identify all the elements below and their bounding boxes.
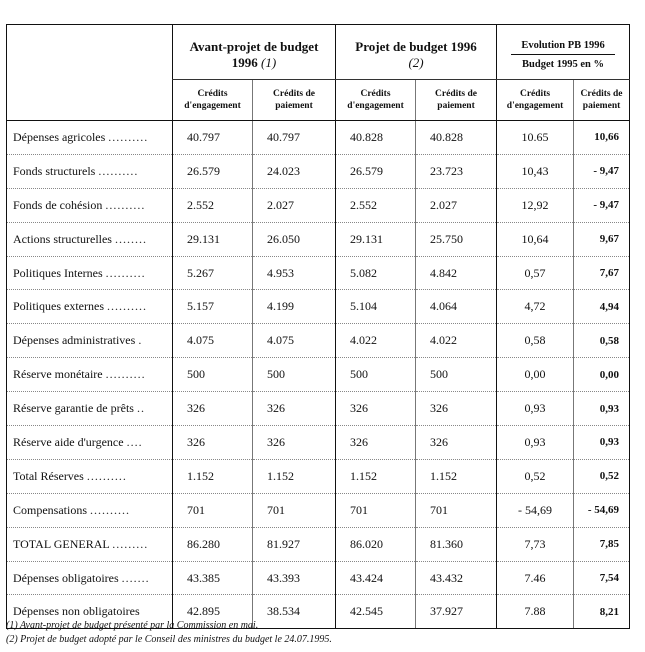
cell-pb-paiement: 37.927 <box>416 595 497 629</box>
cell-apb-engagement: 26.579 <box>173 154 253 188</box>
cell-apb-paiement: 4.075 <box>253 324 336 358</box>
cell-pb-engagement: 326 <box>336 426 416 460</box>
header-evolution-line2: Budget 1995 en % <box>522 59 605 70</box>
cell-pb-paiement: 81.360 <box>416 527 497 561</box>
row-label-leader: .......... <box>105 367 146 382</box>
footnotes <box>6 619 332 647</box>
header-avant-projet-note: (1) <box>261 55 277 70</box>
cell-evol-engagement: 10,64 <box>497 222 574 256</box>
row-label-text: Fonds structurels <box>13 163 96 178</box>
row-label-leader: ......... <box>112 536 149 551</box>
cell-evol-engagement: 10.65 <box>497 121 574 155</box>
cell-apb-paiement: 38.534 <box>253 595 336 629</box>
cell-pb-engagement: 1.152 <box>336 459 416 493</box>
row-label-text: Dépenses agricoles <box>13 129 106 144</box>
cell-evol-engagement: 0,00 <box>497 358 574 392</box>
header-projet <box>336 25 497 80</box>
cell-pb-engagement: 5.104 <box>336 290 416 324</box>
cell-pb-paiement: 43.432 <box>416 561 497 595</box>
cell-apb-paiement: 81.927 <box>253 527 336 561</box>
subheader-engagement-2 <box>336 80 416 121</box>
cell-pb-paiement: 25.750 <box>416 222 497 256</box>
cell-apb-paiement: 26.050 <box>253 222 336 256</box>
row-label-leader: ....... <box>121 570 150 585</box>
row-label-text: Réserve garantie de prêts <box>13 401 134 416</box>
row-label-text: Réserve monétaire <box>13 367 103 382</box>
row-label-leader: .......... <box>106 299 147 314</box>
cell-pb-paiement: 326 <box>416 426 497 460</box>
cell-evol-paiement: 4,94 <box>574 290 630 324</box>
subheader-paiement-3 <box>574 80 630 121</box>
row-label <box>7 527 173 561</box>
cell-pb-paiement: 326 <box>416 392 497 426</box>
subheader-text: Crédits <box>197 89 228 99</box>
table-row <box>7 358 630 392</box>
cell-evol-engagement: 0,93 <box>497 392 574 426</box>
row-label-text: TOTAL GENERAL <box>13 536 110 551</box>
row-label-leader: .. <box>136 401 145 416</box>
row-label <box>7 222 173 256</box>
row-label <box>7 324 173 358</box>
cell-apb-paiement: 2.027 <box>253 188 336 222</box>
cell-evol-engagement: 12,92 <box>497 188 574 222</box>
row-label <box>7 392 173 426</box>
subheader-text: paiement <box>582 101 621 111</box>
table-row <box>7 561 630 595</box>
cell-evol-paiement: 7,85 <box>574 527 630 561</box>
cell-evol-paiement: - 54,69 <box>574 493 630 527</box>
row-label <box>7 459 173 493</box>
cell-apb-paiement: 701 <box>253 493 336 527</box>
cell-evol-engagement: 0,52 <box>497 459 574 493</box>
table-row <box>7 392 630 426</box>
cell-apb-engagement: 43.385 <box>173 561 253 595</box>
cell-pb-paiement: 1.152 <box>416 459 497 493</box>
row-label-text: Dépenses non obligatoires <box>13 604 140 619</box>
cell-pb-paiement: 40.828 <box>416 121 497 155</box>
table-row <box>7 222 630 256</box>
cell-apb-paiement: 326 <box>253 426 336 460</box>
row-label-text: Dépenses obligatoires <box>13 570 119 585</box>
cell-apb-engagement: 500 <box>173 358 253 392</box>
cell-apb-engagement: 86.280 <box>173 527 253 561</box>
header-evolution-line1: Evolution PB 1996 <box>511 39 615 55</box>
row-label-text: Total Réserves <box>13 468 84 483</box>
row-label <box>7 493 173 527</box>
table-row <box>7 459 630 493</box>
cell-pb-paiement: 4.842 <box>416 256 497 290</box>
subheader-text: Crédits de <box>273 89 315 99</box>
cell-evol-paiement: 7,54 <box>574 561 630 595</box>
subheader-text: d'engagement <box>506 101 564 111</box>
cell-pb-paiement: 4.064 <box>416 290 497 324</box>
table-row <box>7 493 630 527</box>
cell-evol-paiement: 10,66 <box>574 121 630 155</box>
cell-apb-paiement: 43.393 <box>253 561 336 595</box>
cell-pb-engagement: 500 <box>336 358 416 392</box>
table-row <box>7 426 630 460</box>
subheader-text: paiement <box>437 101 475 111</box>
cell-pb-engagement: 29.131 <box>336 222 416 256</box>
cell-evol-engagement: - 54,69 <box>497 493 574 527</box>
subheader-engagement-3 <box>497 80 574 121</box>
cell-evol-engagement: 0,93 <box>497 426 574 460</box>
row-label <box>7 561 173 595</box>
cell-apb-engagement: 326 <box>173 426 253 460</box>
cell-pb-paiement: 500 <box>416 358 497 392</box>
cell-evol-engagement: 0,57 <box>497 256 574 290</box>
row-label-text: Actions structurelles <box>13 231 112 246</box>
cell-evol-engagement: 0,58 <box>497 324 574 358</box>
row-label-leader: .......... <box>86 468 127 483</box>
table-row <box>7 256 630 290</box>
footnote-2: (2) Projet de budget adopté par le Conseil des ministres du budget le 24.07.1995. <box>6 634 332 645</box>
cell-apb-paiement: 40.797 <box>253 121 336 155</box>
cell-evol-paiement: 0,93 <box>574 392 630 426</box>
cell-apb-paiement: 1.152 <box>253 459 336 493</box>
cell-evol-engagement: 4,72 <box>497 290 574 324</box>
row-label-text: Politiques Internes <box>13 265 103 280</box>
cell-apb-paiement: 326 <box>253 392 336 426</box>
footnote-1: (1) Avant-projet de budget présenté par la Commission en mai. <box>6 620 259 631</box>
row-label <box>7 426 173 460</box>
header-avant-projet-title: Avant-projet de budget <box>189 39 319 54</box>
cell-pb-paiement: 701 <box>416 493 497 527</box>
cell-evol-paiement: 7,67 <box>574 256 630 290</box>
cell-pb-paiement: 2.027 <box>416 188 497 222</box>
row-label-text: Politiques externes <box>13 299 104 314</box>
table-row <box>7 121 630 155</box>
cell-evol-engagement: 7.46 <box>497 561 574 595</box>
row-label-text: Réserve aide d'urgence <box>13 434 124 449</box>
cell-evol-paiement: 0,93 <box>574 426 630 460</box>
cell-apb-engagement: 40.797 <box>173 121 253 155</box>
table-row <box>7 154 630 188</box>
cell-apb-engagement: 29.131 <box>173 222 253 256</box>
budget-table-sheet <box>6 24 629 629</box>
header-avant-projet <box>173 25 336 80</box>
cell-pb-paiement: 4.022 <box>416 324 497 358</box>
cell-pb-engagement: 701 <box>336 493 416 527</box>
cell-pb-engagement: 4.022 <box>336 324 416 358</box>
cell-pb-engagement: 2.552 <box>336 188 416 222</box>
cell-apb-engagement: 2.552 <box>173 188 253 222</box>
subheader-engagement-1 <box>173 80 253 121</box>
cell-apb-paiement: 500 <box>253 358 336 392</box>
subheader-paiement-1 <box>253 80 336 121</box>
cell-evol-paiement: - 9,47 <box>574 188 630 222</box>
cell-pb-engagement: 86.020 <box>336 527 416 561</box>
cell-evol-engagement: 7.88 <box>497 595 574 629</box>
header-corner-cell <box>7 25 173 121</box>
cell-evol-paiement: 0,52 <box>574 459 630 493</box>
cell-pb-engagement: 26.579 <box>336 154 416 188</box>
cell-evol-paiement: - 9,47 <box>574 154 630 188</box>
row-label <box>7 121 173 155</box>
row-label <box>7 358 173 392</box>
subheader-text: d'engagement <box>184 101 241 111</box>
cell-apb-paiement: 4.199 <box>253 290 336 324</box>
cell-evol-paiement: 0,58 <box>574 324 630 358</box>
header-projet-title: Projet de budget 1996 <box>355 39 477 54</box>
cell-apb-engagement: 1.152 <box>173 459 253 493</box>
table-row <box>7 324 630 358</box>
cell-apb-engagement: 5.267 <box>173 256 253 290</box>
table-row <box>7 290 630 324</box>
table-row <box>7 527 630 561</box>
subheader-text: Crédits <box>360 89 391 99</box>
cell-pb-paiement: 23.723 <box>416 154 497 188</box>
row-label-text: Dépenses administratives <box>13 333 136 348</box>
row-label-leader: ........ <box>114 231 147 246</box>
cell-apb-engagement: 42.895 <box>173 595 253 629</box>
cell-evol-engagement: 7,73 <box>497 527 574 561</box>
cell-pb-engagement: 42.545 <box>336 595 416 629</box>
row-label <box>7 256 173 290</box>
cell-pb-engagement: 326 <box>336 392 416 426</box>
budget-table <box>6 24 630 629</box>
cell-apb-engagement: 701 <box>173 493 253 527</box>
row-label-leader: .......... <box>105 265 146 280</box>
table-body <box>7 121 630 629</box>
cell-apb-paiement: 24.023 <box>253 154 336 188</box>
cell-evol-engagement: 10,43 <box>497 154 574 188</box>
cell-evol-paiement: 0,00 <box>574 358 630 392</box>
row-label-leader: .......... <box>90 502 130 517</box>
cell-apb-engagement: 326 <box>173 392 253 426</box>
row-label-leader: .......... <box>108 129 149 144</box>
table-row <box>7 188 630 222</box>
cell-apb-engagement: 5.157 <box>173 290 253 324</box>
header-evolution <box>497 25 630 80</box>
header-projet-note: (2) <box>408 55 424 70</box>
header-avant-projet-year: 1996 <box>231 55 258 70</box>
row-label-text: Fonds de cohésion <box>13 197 103 212</box>
subheader-text: d'engagement <box>347 101 404 111</box>
row-label <box>7 188 173 222</box>
subheader-text: paiement <box>275 101 313 111</box>
row-label-text: Compensations <box>13 502 87 517</box>
subheader-text: Crédits <box>519 89 551 99</box>
cell-pb-engagement: 40.828 <box>336 121 416 155</box>
header-row-groups <box>7 25 630 80</box>
row-label <box>7 290 173 324</box>
row-label-leader: .......... <box>98 163 139 178</box>
subheader-text: Crédits de <box>435 89 477 99</box>
cell-pb-engagement: 43.424 <box>336 561 416 595</box>
cell-apb-engagement: 4.075 <box>173 324 253 358</box>
row-label-leader: .......... <box>105 197 146 212</box>
cell-evol-paiement: 9,67 <box>574 222 630 256</box>
subheader-paiement-2 <box>416 80 497 121</box>
cell-pb-engagement: 5.082 <box>336 256 416 290</box>
subheader-text: Crédits de <box>580 89 623 99</box>
cell-apb-paiement: 4.953 <box>253 256 336 290</box>
row-label <box>7 154 173 188</box>
cell-evol-paiement: 8,21 <box>574 595 630 629</box>
row-label-leader: .... <box>126 434 143 449</box>
row-label-leader: . <box>138 333 143 348</box>
